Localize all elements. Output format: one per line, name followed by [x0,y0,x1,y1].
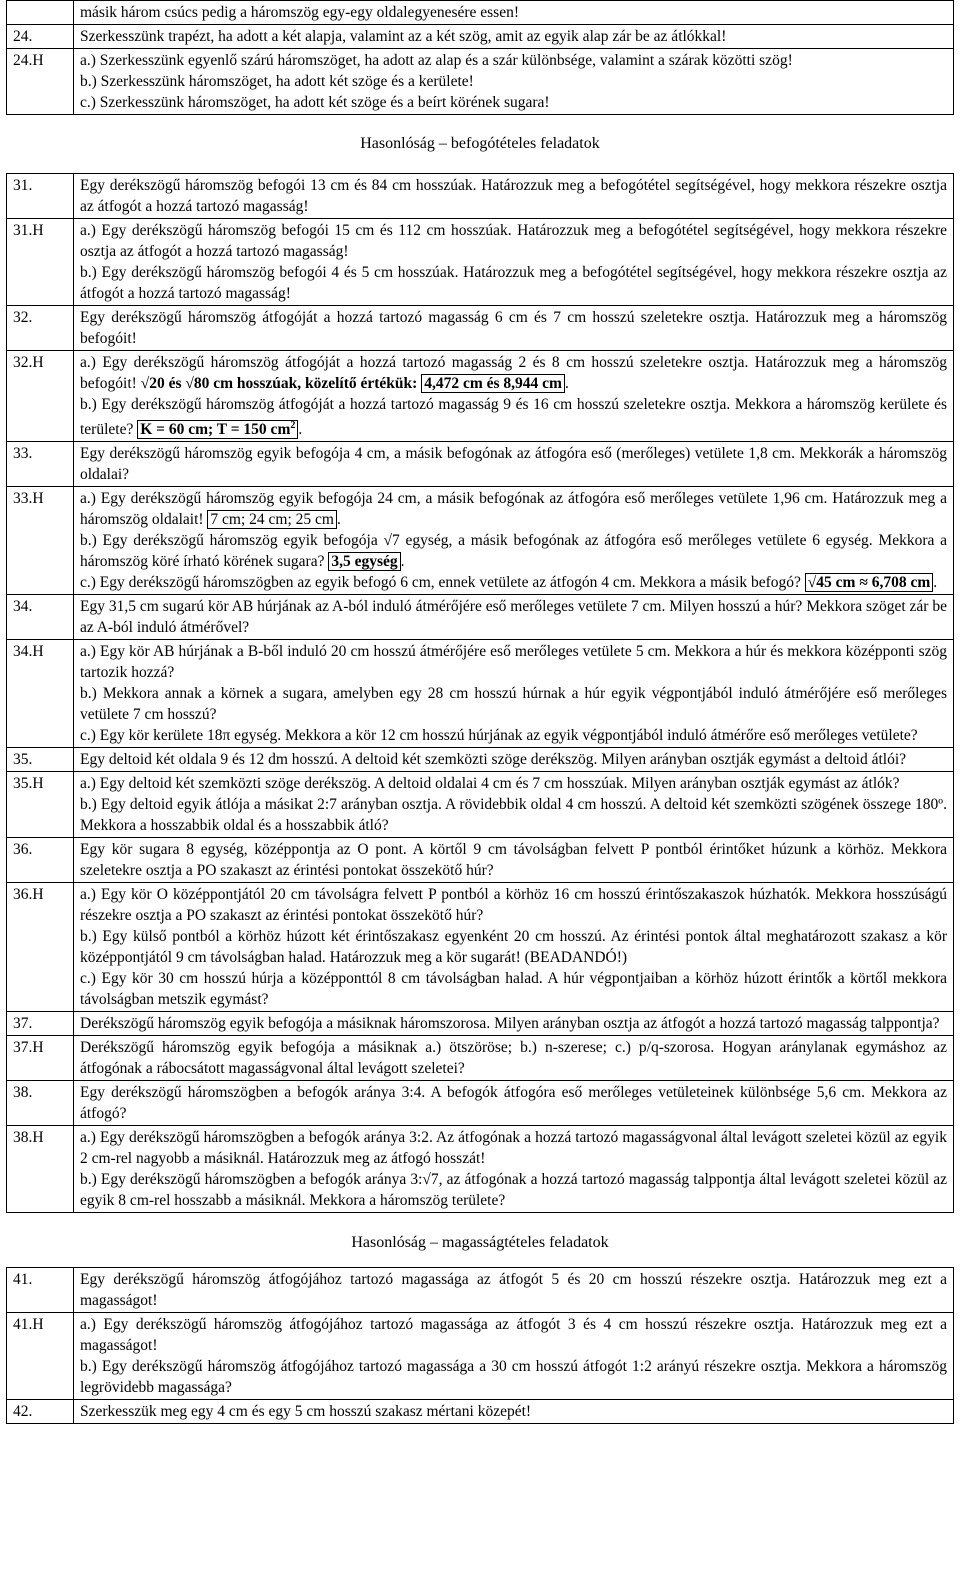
problem-text: Derékszögű háromszög egyik befogója a másiknak a.) ötszöröse; b.) n-szerese; c.) p/q-szorosa. Hogyan aránylanak egymáshoz az átfogónak a rábocsátott magasságvonal által levágott szeletei? [74,1036,954,1081]
problem-number: 33.H [7,487,74,595]
subproblem-a: a.) Egy derékszögű háromszögben a befogók aránya 3:2. Az átfogónak a hozzá tartozó magasságvonal által levágott szeletei közül az egyik 2 cm-rel nagyobb a másiknál. Határozzuk meg az átfogó hosszát! [80,1129,947,1168]
problem-number: 31.H [7,219,74,306]
problem-number: 41. [7,1268,74,1313]
problem-text: Egy 31,5 cm sugarú kör AB húrjának az A-ból induló átmérőjére eső merőleges vetülete 7 cm. Milyen hosszú a húr? Mekkora szöget zár be az A-ból induló átmérővel? [74,595,954,640]
table-row [7,1268,954,1313]
subproblem-c: c.) Egy kör kerülete 18π egység. Mekkora a kör 12 cm hosszú húrjának az egyik végpontjából induló átmérőre eső merőleges vetülete? [80,727,918,745]
subproblem-b [80,394,947,440]
subproblem-a: a.) Egy derékszögű háromszög egyik befogója 24 cm, a másik befogónak az átfogóra eső merőleges vetülete 1,96 cm. Határozzuk meg a háromszög oldalait! 7 cm; 24 cm; 25 cm . [80,490,947,529]
subproblem-a: a.) Szerkesszünk egyenlő szárú háromszöget, ha adott az alap és a szár különbsége, valamint a szárak közötti szög! [80,52,793,69]
table-row [7,1081,954,1126]
subproblem-a: a.) Egy kör AB húrjának a B-ből induló 20 cm hosszú átmérőjére eső merőleges vetülete 5 cm. Mekkora a húr és mekkora középponti szög tartozik hozzá? [80,643,947,682]
problem-number: 37.H [7,1036,74,1081]
problem-text: Egy derékszögű háromszög befogói 13 cm és 84 cm hosszúak. Határozzuk meg a befogótétel segítségével, hogy mekkora részekre osztja az átfogót a hozzá tartozó magasság! [74,174,954,219]
problem-number: 35. [7,748,74,772]
problem-text: Egy kör sugara 8 egység, középpontja az O pont. A körtől 9 cm távolságban felvett P pontból érintőket húzunk a körhöz. Mekkora szeletekre osztja a PO szakaszt az érintési pontokat összekötő húr? [74,838,954,883]
subproblem-a: a.) Egy kör O középpontjától 20 cm távolságra felvett P pontból a körhöz 16 cm hosszú érintőszakaszok húzhatók. Mekkora hosszúságú részekre osztja a PO szakaszt az érintési pontokat összekötő húr? [80,886,947,925]
problem-number: 38. [7,1081,74,1126]
table-row [7,219,954,306]
problem-text [74,487,954,595]
problem-text [74,1313,954,1400]
subproblem-a: a.) Egy derékszögű háromszög befogói 15 cm és 112 cm hosszúak. Határozzuk meg a befogótétel segítségével, hogy mekkora részekre osztja az átfogót a hozzá tartozó magasság! [80,222,947,260]
table-row [7,25,954,49]
answer-end: . [564,375,569,392]
subproblem-c: c.) Szerkesszünk háromszöget, ha adott két szöge és a beírt körének sugara! [80,94,550,111]
subproblem-b-text: b.) Egy derékszögű háromszög egyik befogója √7 egység, a másik befogónak az átfogóra eső merőleges vetülete 6 egység. Mekkora a háromszög köré írható körének sugara? [80,532,947,571]
subproblem-b: b.) Egy derékszögű háromszög befogói 4 és 5 cm hosszúak. Határozzuk meg a befogótétel segítségével, hogy mekkora részekre osztja az átfogót a hozzá tartozó magasság! [80,264,947,302]
problem-number: 38.H [7,1126,74,1213]
table-row [7,174,954,219]
problem-number: 33. [7,442,74,487]
table-row [7,306,954,351]
problem-text [74,772,954,838]
subproblem-c: c.) Egy derékszögű háromszögben az egyik befogó 6 cm, ennek vetülete az átfogón 4 cm. Mekkora a másik befogó? √45 cm ≈ 6,708 cm . [80,574,938,592]
table-row [7,487,954,595]
problem-text [74,640,954,748]
problem-text: Szerkesszünk trapézt, ha adott a két alapja, valamint az a két szög, amit az egyik alap zár be az átlókkal! [74,25,954,49]
table-row [7,1400,954,1424]
subproblem-b: b.) Egy deltoid egyik átlója a másikat 2:7 arányban osztja. A rövidebbik oldal 4 cm hosszú. A deltoid két szemközti szögének összege 180º. Mekkora a hosszabbik oldal és a hosszabbik átló? [80,796,947,835]
section-heading: Hasonlóság – befogótételes feladatok [360,135,600,152]
table-row [7,1,954,25]
problem-number: 34. [7,595,74,640]
table-row [7,49,954,115]
problem-number: 36. [7,838,74,883]
problem-text: Egy derékszögű háromszög egyik befogója 4 cm, a másik befogónak az átfogóra eső (merőleges) vetülete 1,8 cm. Mekkorák a háromszög oldalai? [74,442,954,487]
problem-number: 35.H [7,772,74,838]
problem-number: 24.H [7,49,74,115]
problem-number: 37. [7,1012,74,1036]
problem-text: Egy derékszögű háromszögben a befogók aránya 3:4. A befogók átfogóra eső merőleges vetületeinek különbsége 5,6 cm. Mekkora az átfogó? [74,1081,954,1126]
problem-text [74,49,954,115]
subproblem-b: b.) Egy derékszögű háromszög átfogójához tartozó magassága a 30 cm hosszú átfogót 1:2 arányú részekre osztja. Mekkora a háromszög legrövidebb magassága? [80,1358,947,1397]
answer-box: √45 cm ≈ 6,708 cm [805,573,933,592]
problem-number: 31. [7,174,74,219]
table-row [7,640,954,748]
answer-box: 7 cm; 24 cm; 25 cm [207,510,337,529]
subproblem-a [80,352,947,394]
problem-number: 34.H [7,640,74,748]
table-row [7,595,954,640]
problem-number: 32.H [7,351,74,442]
problem-text: Egy derékszögű háromszög átfogójához tartozó magassága az átfogót 5 és 20 cm hosszú részekre osztja. Határozzuk meg ezt a magasságot! [74,1268,954,1313]
subproblem-b: b.) Egy külső pontból a körhöz húzott két érintőszakasz egyenként 20 cm hosszú. Az érintési pontok által meghatározott szakasz a kör középpontjától 9 cm távolságban halad. Határozzuk meg a kör sugarát! (BEADANDÓ!) [80,928,947,967]
answer-text: √20 és √80 cm hosszúak, közelítő értékük: [140,375,422,392]
subproblem-b: b.) Szerkesszünk háromszöget, ha adott két szöge és a kerülete! [80,73,474,90]
table-row [7,351,954,442]
table-row [7,442,954,487]
answer-box: 4,472 cm és 8,944 cm [421,374,565,393]
subproblem-b: b.) Egy derékszögű háromszög egyik befogója √7 egység, a másik befogónak az átfogóra eső merőleges vetülete 6 egység. Mekkora a háromszög köré írható körének sugara? 3,5 egység . [80,532,947,571]
problem-number: 41.H [7,1313,74,1400]
subproblem-a: a.) Egy derékszögű háromszög átfogójához tartozó magassága az átfogót 3 és 4 cm hosszú részekre osztja. Határozzuk meg ezt a magasságot! [80,1316,947,1355]
answer-box-text: K = 60 cm; T = 150 cm [140,421,291,439]
magassagtetel-problem-table [6,1267,954,1424]
problem-text: Egy derékszögű háromszög átfogóját a hozzá tartozó magasság 6 cm és 7 cm hosszú szeletekre osztja. Határozzuk meg a háromszög befogóit! [74,306,954,351]
subproblem-a: a.) Egy deltoid két szemközti szöge derékszög. A deltoid oldalai 4 cm és 7 cm hosszúak. Milyen arányban osztják egymást az átlók? [80,775,900,793]
problem-number [7,1,74,25]
problem-number: 42. [7,1400,74,1424]
section-heading: Hasonlóság – magasságtételes feladatok [351,1234,609,1252]
subproblem-c-text: c.) Egy derékszögű háromszögben az egyik befogó 6 cm, ennek vetülete az átfogón 4 cm. Mekkora a másik befogó? [80,574,805,592]
table-row [7,1313,954,1400]
table-row [7,1126,954,1213]
problem-number: 24. [7,25,74,49]
problem-number: 32. [7,306,74,351]
answer-box: 3,5 egység [328,552,400,571]
problem-text: másik három csúcs pedig a háromszög egy-egy oldalegyenesére essen! [74,1,954,25]
table-row [7,772,954,838]
table-row [7,1012,954,1036]
problem-text: Egy deltoid két oldala 9 és 12 dm hosszú. A deltoid két szemközti szöge derékszög. Milyen arányban osztják egymást a deltoid átlói? [74,748,954,772]
subproblem-a-text: a.) Egy derékszögű háromszög átfogóját a hozzá tartozó magasság 2 és 8 cm hosszú szeletekre osztja. Határozzuk meg a háromszög befogóit! [80,354,947,392]
subproblem-b-text: b.) Egy derékszögű háromszög átfogóját a hozzá tartozó magasság 9 és 16 cm hosszú szeletekre osztja. Mekkora a háromszög kerülete és területe? [80,396,947,439]
problem-text [74,351,954,442]
table-row [7,838,954,883]
problem-text [74,219,954,306]
answer-end: . [298,421,303,439]
answer-box [137,420,298,439]
subproblem-b: b.) Egy derékszögű háromszögben a befogók aránya 3:√7, az átfogónak a hozzá tartozó magasság talppontja által levágott szeletei közül az egyik 8 cm-rel hosszabb a másiknál. Mekkora a háromszög területe? [80,1171,947,1210]
problem-text: Derékszögű háromszög egyik befogója a másiknak háromszorosa. Milyen arányban osztja az átfogót a hozzá tartozó magasság talppontja? [74,1012,954,1036]
table-row [7,1036,954,1081]
problem-number: 36.H [7,883,74,1012]
answer-exponent: 2 [290,420,296,431]
table-row [7,748,954,772]
subproblem-c: c.) Egy kör 30 cm hosszú húrja a középponttól 8 cm távolságban halad. A húr végpontjaiban a körhöz húzott érintők a körtől mekkora távolságban metszik egymást? [80,970,947,1009]
befogotetel-problem-table [6,173,954,1213]
subproblem-a-text: a.) Egy derékszögű háromszög egyik befogója 24 cm, a másik befogónak az átfogóra eső merőleges vetülete 1,96 cm. Határozzuk meg a háromszög oldalait! [80,490,947,529]
problem-text [74,1126,954,1213]
table-row [7,883,954,1012]
subproblem-b: b.) Mekkora annak a körnek a sugara, amelyben egy 28 cm hosszú húrnak a húr egyik végpontjából induló átmérőjére eső merőleges vetülete 7 cm hosszú? [80,685,947,724]
problem-text: Szerkesszük meg egy 4 cm és egy 5 cm hosszú szakasz mértani közepét! [74,1400,954,1424]
top-problem-table [6,0,954,115]
problem-text [74,883,954,1012]
